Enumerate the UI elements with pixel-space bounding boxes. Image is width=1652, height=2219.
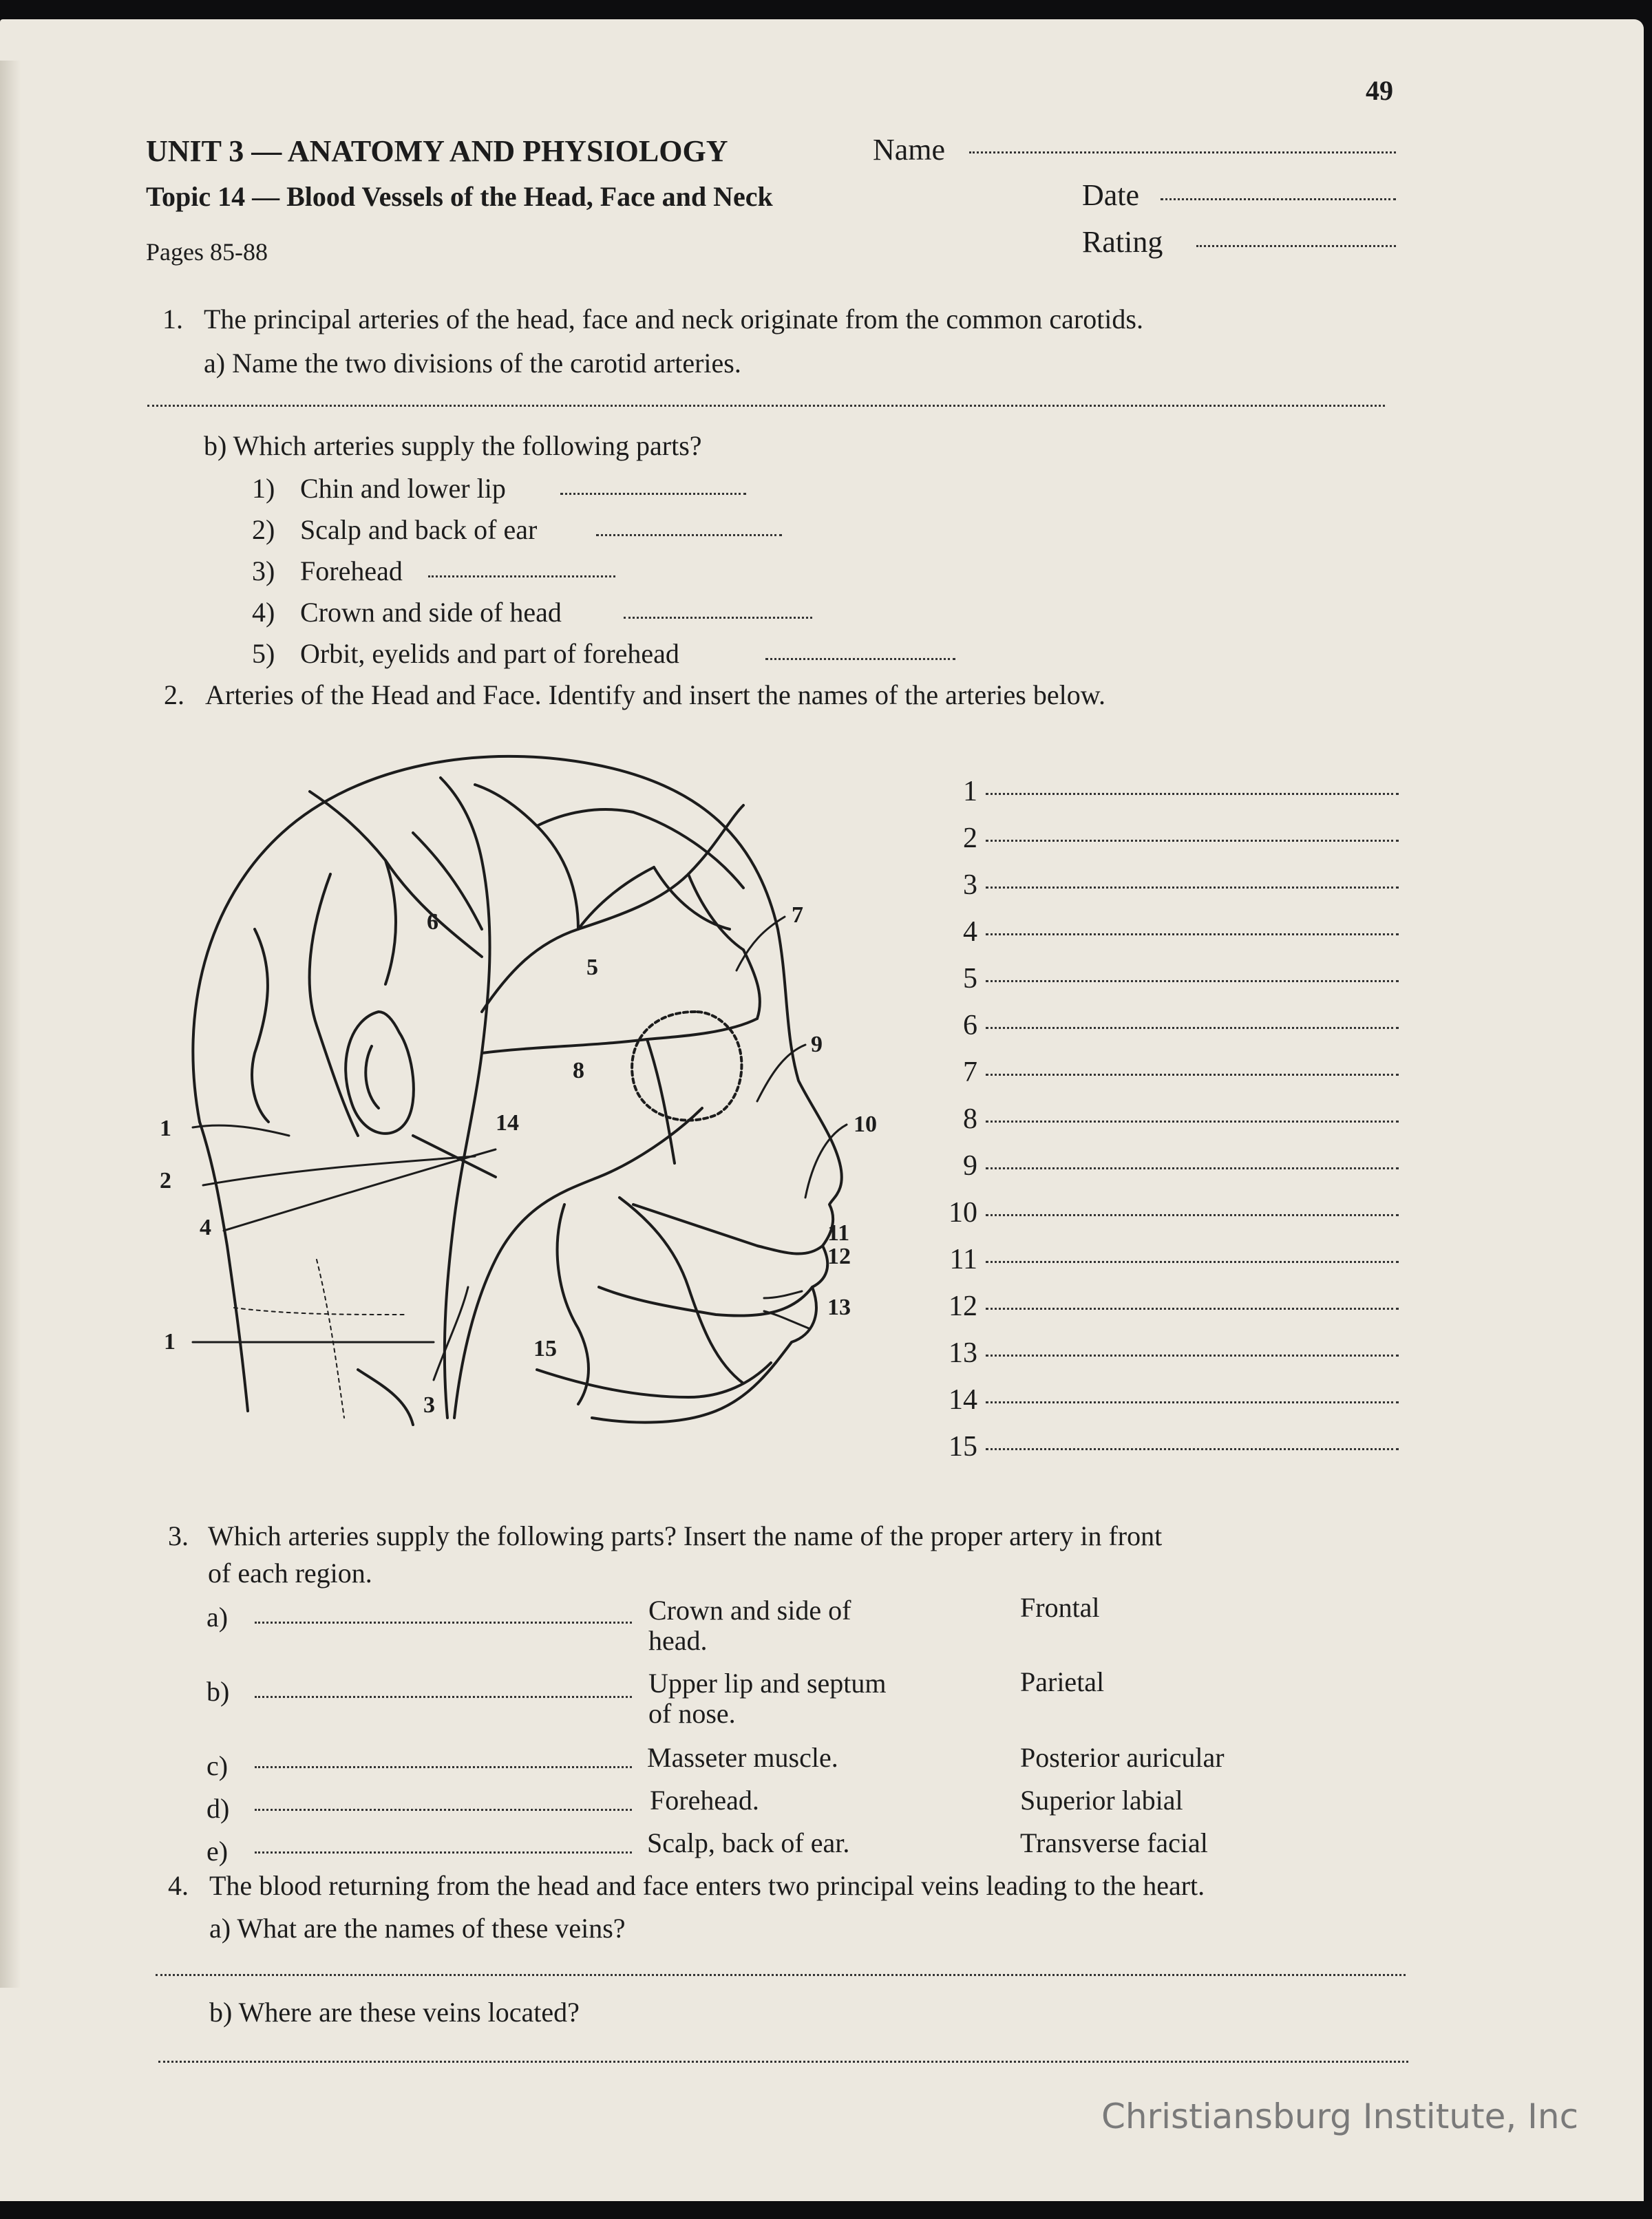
q4a-text: a) What are the names of these veins? [209,1913,626,1944]
q1b-answer-line[interactable] [765,658,955,660]
diagram-label-8: 8 [573,1058,584,1083]
answer-line-2[interactable] [986,840,1399,842]
q3-number: 3. [168,1520,189,1551]
date-field[interactable] [1161,198,1396,200]
page-number: 49 [1366,75,1393,106]
answer-line-4[interactable] [986,933,1399,935]
answer-number: 7 [963,1057,977,1088]
date-label: Date [1082,178,1140,212]
q3-region: Forehead. [650,1785,759,1816]
q3-row-letter: c) [206,1750,229,1781]
q3-answer-line-b[interactable] [255,1696,632,1698]
diagram-label-5: 5 [586,955,598,980]
diagram-label-1a: 1 [160,1116,171,1141]
q3-row-letter: a) [206,1602,229,1633]
answer-number: 12 [949,1291,977,1322]
q1b-part-label: Forehead [300,555,403,586]
q3-artery-option: Posterior auricular [1020,1742,1225,1773]
rating-field[interactable] [1196,245,1396,247]
answer-line-7[interactable] [986,1074,1399,1076]
answer-number: 9 [963,1150,977,1182]
q3-artery-option: Transverse facial [1020,1827,1208,1858]
answer-line-5[interactable] [986,980,1399,982]
q3-row-letter: b) [206,1676,230,1707]
answer-number: 6 [963,1010,977,1041]
q4-text: The blood returning from the head and face enters two principal veins leading to the heart. [209,1870,1205,1901]
topic-title: Topic 14 — Blood Vessels of the Head, Face and Neck [146,181,773,212]
q3-artery-option: Parietal [1020,1666,1105,1697]
q1b-text: b) Which arteries supply the following parts? [204,430,702,461]
answer-line-6[interactable] [986,1027,1399,1029]
diagram-label-11: 11 [827,1220,850,1246]
diagram-label-14: 14 [496,1110,519,1136]
q3-region: Crown and side of [648,1595,851,1626]
answer-number: 2 [963,822,977,854]
q1b-answer-line[interactable] [560,493,746,495]
answer-number: 5 [963,963,977,995]
q4b-answer-line[interactable] [158,2061,1408,2063]
answer-number: 14 [949,1384,977,1416]
diagram-label-9: 9 [811,1032,823,1057]
answer-number: 13 [949,1337,977,1369]
q3-region: Masseter muscle. [647,1742,838,1773]
diagram-label-12: 12 [827,1244,851,1269]
answer-number: 10 [949,1197,977,1229]
q2-text: Arteries of the Head and Face. Identify and insert the names of the arteries below. [205,679,1106,710]
q1a-text: a) Name the two divisions of the carotid arteries. [204,348,741,379]
answer-number: 15 [949,1431,977,1463]
q3-text-line1: Which arteries supply the following parts? Insert the name of the proper artery in front [208,1520,1163,1551]
answer-line-13[interactable] [986,1355,1399,1357]
q1b-part-label: Orbit, eyelids and part of forehead [300,638,679,669]
q3-text-line2: of each region. [208,1558,372,1589]
diagram-label-7: 7 [792,902,803,928]
answer-number: 4 [963,916,977,948]
diagram-label-3: 3 [423,1392,435,1418]
answer-number: 11 [949,1244,977,1275]
answer-number: 3 [963,869,977,901]
answer-line-10[interactable] [986,1214,1399,1216]
q1-number: 1. [162,304,183,335]
q3-answer-line-d[interactable] [255,1809,632,1811]
head-arteries-diagram [151,723,922,1480]
diagram-label-10: 10 [854,1112,877,1137]
name-field[interactable] [969,151,1396,153]
answer-line-11[interactable] [986,1261,1399,1263]
q1b-answer-line[interactable] [428,575,615,577]
q3-answer-line-e[interactable] [255,1851,632,1854]
q4a-answer-line[interactable] [156,1974,1406,1976]
q2-number: 2. [164,679,184,710]
answer-number: 8 [963,1103,977,1135]
answer-line-12[interactable] [986,1308,1399,1310]
pages-reference: Pages 85-88 [146,238,268,266]
answer-line-15[interactable] [986,1448,1399,1450]
q1b-part-number: 5) [252,638,275,669]
q1b-answer-line[interactable] [624,617,812,619]
q3-row-letter: d) [206,1793,230,1824]
q1b-part-label: Scalp and back of ear [300,514,538,545]
q1b-part-number: 3) [252,555,275,586]
q1a-answer-line[interactable] [147,405,1385,407]
q1b-part-number: 1) [252,473,275,504]
answer-line-1[interactable] [986,793,1399,795]
q3-answer-line-a[interactable] [255,1622,632,1624]
q1b-part-label: Chin and lower lip [300,473,506,504]
diagram-label-13: 13 [827,1295,851,1320]
answer-number: 1 [963,776,977,807]
diagram-label-4: 4 [200,1215,211,1240]
q1b-part-number: 2) [252,514,275,545]
diagram-label-2: 2 [160,1168,171,1193]
q3-answer-line-c[interactable] [255,1766,632,1768]
answer-line-14[interactable] [986,1401,1399,1403]
q3-region-cont: head. [648,1625,708,1656]
q3-region: Scalp, back of ear. [647,1827,850,1858]
q4-number: 4. [168,1870,189,1901]
q1b-answer-line[interactable] [596,534,782,536]
q1b-part-label: Crown and side of head [300,597,562,628]
unit-title: UNIT 3 — ANATOMY AND PHYSIOLOGY [146,134,728,168]
q3-row-letter: e) [206,1836,229,1867]
q3-region: Upper lip and septum [648,1668,887,1699]
q1b-part-number: 4) [252,597,275,628]
q4b-text: b) Where are these veins located? [209,1997,580,2028]
diagram-label-15: 15 [533,1336,557,1361]
watermark: Christiansburg Institute, Inc [1101,2096,1579,2136]
rating-label: Rating [1082,225,1163,259]
name-label: Name [873,133,946,167]
q3-artery-option: Superior labial [1020,1785,1183,1816]
answer-line-9[interactable] [986,1167,1399,1169]
diagram-label-1b: 1 [164,1329,176,1355]
diagram-label-6: 6 [427,909,438,935]
q3-region-cont: of nose. [648,1698,736,1729]
q1-text: The principal arteries of the head, face and neck originate from the common carotids. [204,304,1143,335]
q3-artery-option: Frontal [1020,1592,1100,1623]
answer-line-8[interactable] [986,1121,1399,1123]
answer-line-3[interactable] [986,886,1399,889]
